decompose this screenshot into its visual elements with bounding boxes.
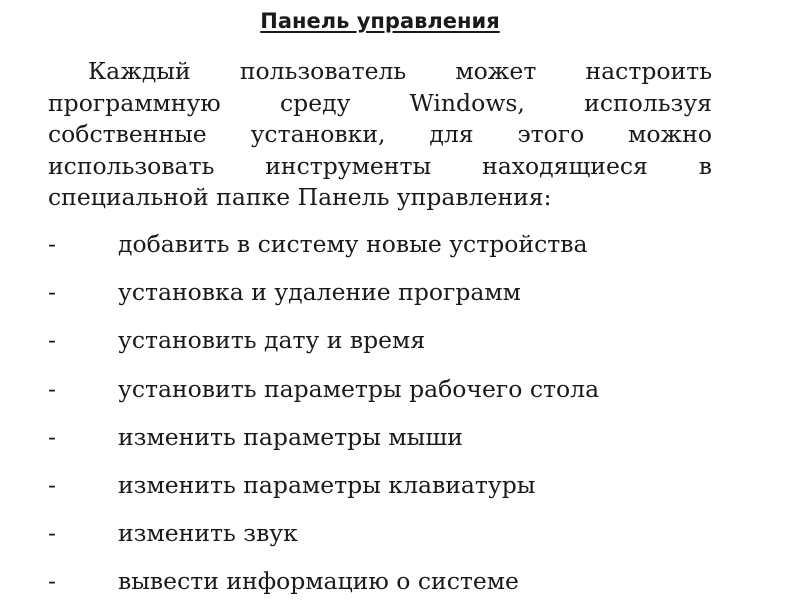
- paragraph-line: использовать инструменты находящиеся в: [48, 151, 712, 180]
- list-item-text: изменить звук: [118, 519, 298, 548]
- list-item: [48, 373, 748, 421]
- paragraph-line: специальной папке Панель управления:: [48, 183, 552, 211]
- list-item: [48, 469, 748, 517]
- list-item: [48, 565, 748, 600]
- list-item: [48, 517, 748, 565]
- list-item-text: установить параметры рабочего стола: [118, 374, 600, 403]
- paragraph-line: программную среду Windows, используя: [48, 88, 712, 117]
- list-marker: -: [48, 374, 56, 403]
- list-item: [48, 324, 748, 372]
- list-item: [48, 228, 748, 276]
- paragraph-line: собственные установки, для этого можно: [48, 120, 712, 148]
- list-marker: -: [48, 326, 56, 355]
- list-item-text: установка и удаление программ: [118, 278, 521, 307]
- intro-paragraph: [48, 56, 712, 214]
- list-item-text: изменить параметры клавиатуры: [118, 470, 536, 499]
- list-item-text: добавить в систему новые устройства: [118, 230, 588, 258]
- list-marker: -: [48, 519, 56, 548]
- list-item-text: вывести информацию о системе: [118, 567, 519, 596]
- paragraph-line: Каждый пользователь может настроить: [88, 57, 712, 85]
- list-item-text: изменить параметры мыши: [118, 422, 463, 451]
- list-marker: -: [48, 278, 56, 307]
- list-item: [48, 276, 748, 324]
- features-list: [48, 228, 748, 600]
- list-marker: -: [48, 470, 56, 499]
- list-marker: -: [48, 422, 56, 451]
- list-item: [48, 421, 748, 469]
- list-item-text: установить дату и время: [118, 326, 426, 355]
- list-marker: -: [48, 567, 56, 596]
- list-marker: -: [48, 230, 56, 258]
- page-title: Панель управления: [260, 9, 500, 33]
